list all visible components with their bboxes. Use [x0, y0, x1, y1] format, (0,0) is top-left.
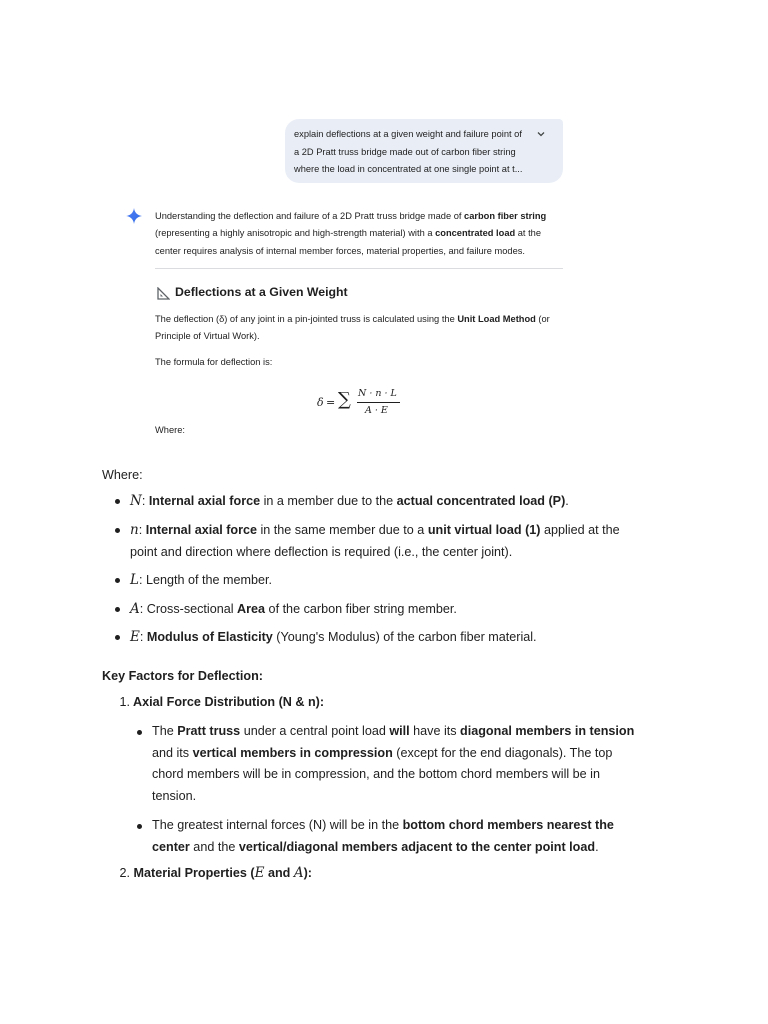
text: and	[264, 866, 294, 880]
list-item	[102, 569, 642, 591]
fraction-bar	[357, 402, 400, 403]
text: and its	[152, 745, 193, 760]
bold-text: actual concentrated load (P)	[396, 494, 566, 508]
item-label	[134, 866, 312, 880]
key-factors-heading: Key Factors for Deflection:	[102, 669, 263, 683]
bold-text: bottom chord members nearest the	[402, 817, 614, 832]
item1-bullets	[130, 721, 635, 858]
deflection-formula	[317, 386, 407, 420]
bold-text: vertical members in compression	[192, 745, 393, 760]
bold-text: Internal axial force	[148, 494, 261, 508]
formula-sum: ∑	[338, 389, 351, 410]
text: have its	[409, 724, 461, 738]
user-prompt-line: a 2D Pratt truss bridge made out of carbon fiber string	[294, 146, 516, 157]
item-label: Axial Force Distribution (N & n):	[133, 695, 325, 709]
separator: :	[141, 494, 149, 508]
list-item	[102, 598, 642, 620]
text: The greatest internal forces (N) will be in the	[152, 817, 403, 832]
para-text: Principle of Virtual Work).	[155, 331, 260, 341]
bold-text: Area	[237, 601, 266, 616]
bold-text: center	[152, 839, 190, 854]
gemini-sparkle-icon	[126, 208, 142, 224]
intro-text: (representing a highly anisotropic and high-strength material) with a	[155, 228, 436, 239]
variable-list	[102, 490, 642, 655]
bold-text: Pratt truss	[177, 724, 241, 738]
math-symbol: A	[293, 865, 304, 881]
text: point and direction where deflection is required (i.e., the center joint).	[130, 544, 513, 559]
separator: :	[139, 630, 147, 644]
text: applied at the	[540, 522, 620, 537]
intro-bold: carbon fiber string	[464, 211, 547, 221]
formula-denominator: A · E	[365, 405, 388, 416]
deflection-paragraph	[155, 311, 575, 345]
bold-text: unit virtual load (1)	[427, 522, 541, 537]
separator: :	[138, 573, 146, 587]
math-symbol: A	[130, 600, 140, 617]
user-prompt-line: explain deflections at a given weight and failure point of	[294, 129, 522, 139]
para-text: The deflection (δ) of any joint in a pin-jointed truss is calculated using the	[155, 314, 458, 324]
text: and the	[189, 839, 239, 854]
user-prompt-line: where the load in concentrated at one single point at t...	[294, 164, 523, 174]
text: chord members will be in compression, and the bottom chord members will be in	[152, 767, 600, 782]
where-label-small: Where:	[155, 425, 185, 435]
text: .	[595, 839, 599, 854]
text: (except for the end diagonals). The top	[392, 745, 613, 760]
text: The	[152, 724, 178, 738]
numbered-item-1	[102, 695, 324, 709]
list-item	[130, 815, 630, 858]
intro-bold: concentrated load	[435, 228, 516, 239]
text: of the carbon fiber string member.	[265, 601, 457, 616]
text: (Young's Modulus) of the carbon fiber material.	[272, 630, 537, 644]
separator: :	[138, 522, 146, 537]
bold-text: will	[389, 724, 410, 738]
list-item	[102, 626, 642, 648]
intro-text: Understanding the deflection and failure of a 2D Pratt truss bridge made of	[155, 211, 465, 221]
chevron-down-icon[interactable]	[536, 129, 546, 139]
math-symbol: N	[130, 493, 142, 509]
item-number: 2.	[119, 866, 130, 880]
divider	[155, 268, 563, 269]
text: under a central point load	[240, 724, 390, 738]
list-item	[102, 490, 642, 512]
item-number: 1.	[119, 695, 130, 709]
triangle-ruler-icon	[157, 287, 170, 300]
text: Cross-sectional	[146, 601, 238, 616]
text: tension.	[152, 789, 197, 804]
response-intro	[155, 208, 567, 260]
text: in the same member due to a	[257, 522, 428, 537]
text: in a member due to the	[260, 494, 397, 508]
separator: :	[139, 601, 147, 616]
formula-numerator: N · n · L	[358, 388, 397, 399]
formula-intro: The formula for deflection is:	[155, 357, 273, 367]
section-title: Deflections at a Given Weight	[175, 285, 348, 299]
user-prompt-bubble[interactable]	[285, 119, 563, 183]
math-symbol: E	[254, 865, 265, 881]
list-item	[130, 721, 635, 808]
text: Material Properties (	[133, 866, 255, 880]
math-symbol: n	[130, 521, 139, 538]
where-label: Where:	[102, 468, 143, 482]
intro-text: center requires analysis of internal member forces, material properties, and failure modes.	[155, 245, 525, 256]
bold-text: Modulus of Elasticity	[146, 630, 273, 644]
intro-text: at the	[515, 228, 542, 239]
text: ):	[303, 866, 312, 880]
user-prompt-text	[294, 126, 530, 179]
numbered-item-2	[102, 865, 312, 881]
text: .	[565, 494, 569, 508]
formula-equals: =	[326, 396, 336, 409]
formula-lhs: δ	[317, 396, 324, 409]
math-symbol: E	[130, 629, 140, 645]
math-symbol: L	[130, 572, 139, 588]
bold-text: diagonal members in tension	[460, 724, 635, 738]
bold-text: Internal axial force	[145, 522, 257, 537]
para-bold: Unit Load Method	[457, 314, 536, 324]
list-item	[102, 519, 642, 563]
para-text: (or	[535, 314, 550, 324]
text: Length of the member.	[145, 573, 272, 587]
bold-text: vertical/diagonal members adjacent to the center point load	[238, 839, 596, 854]
